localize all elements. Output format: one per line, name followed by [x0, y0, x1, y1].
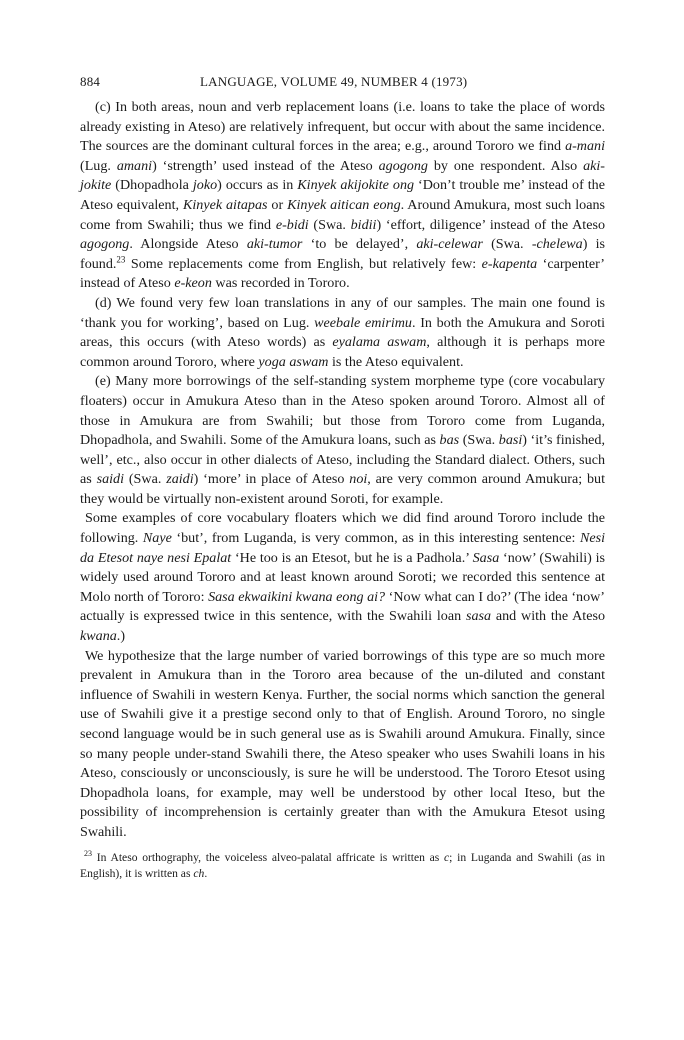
text-run: (e) Many more borrowings of the self-standing system morpheme type (core vocabulary floaters) occur in Amukura Ateso than in the Ateso spoken around Tororo. Almost all of those in Amukura are from Swahili; but those from Tororo come from Luganda, Dhopadhola, and Swahili. Some of the Amukura loans, such as	[80, 373, 605, 449]
italic-term: weebale emirimu	[314, 314, 412, 331]
footnote-23	[80, 850, 605, 882]
footnote-text	[80, 848, 605, 880]
italic-term: yoga aswam	[258, 353, 329, 370]
italic-term: Sasa ekwaikini kwana eong ai?	[208, 588, 386, 605]
text-run: was recorded in Tororo.	[211, 275, 350, 292]
italic-term: bidii	[350, 216, 377, 233]
italic-term: Kinyek aitican eong	[287, 196, 401, 213]
text-run: . Around Amukura, most such loans come from Swahili; thus we find	[80, 196, 606, 233]
italic-term: c	[444, 850, 450, 864]
italic-term: aki-tumor	[246, 236, 303, 253]
text-run: (c) In both areas, noun and verb replacement loans (i.e. loans to take the place of words already existing in Ateso) are relatively infrequent, but occur with about the same incidence. The sources are the dominant cultural forces in the area; e.g., around Tororo we find	[80, 99, 605, 155]
text-run: .	[204, 866, 208, 880]
italic-term: Naye	[142, 530, 172, 547]
italic-term: basi	[498, 432, 523, 449]
italic-term: amani	[116, 157, 153, 174]
paragraph-d	[80, 294, 605, 372]
paragraph-e	[80, 372, 605, 509]
running-head	[80, 72, 605, 92]
article-body	[80, 98, 605, 843]
text-run: ‘now’ (Swahili) is widely used around Tororo and at least known around Soroti; we recorded this sentence at Molo north of Tororo:	[80, 549, 605, 605]
text-run: ‘Don’t trouble me’ instead of the Ateso equivalent,	[80, 177, 605, 213]
text-run: .)	[116, 628, 126, 645]
italic-term: Nesi da Etesot naye nesi Epalat	[80, 530, 605, 566]
footnote-number: 23	[84, 848, 92, 858]
running-head-title: LANGUAGE, VOLUME 49, NUMBER 4 (1973)	[200, 74, 468, 89]
text-run: (Swa.	[459, 432, 499, 449]
text-run: . In both the Amukura and Soroti areas, this occurs (with Ateso words) as	[80, 314, 605, 351]
italic-term: eyalama aswam	[332, 334, 427, 351]
footnote-ref: 23	[116, 254, 126, 265]
text-run: ) ‘strength’ used instead of the Ateso	[152, 157, 379, 174]
text-run: or	[267, 196, 288, 213]
text-run: Some examples of core vocabulary floaters which we did find around Tororo include the following.	[80, 510, 605, 547]
italic-term: ch	[193, 866, 205, 880]
paragraph-hypothesis	[80, 647, 605, 843]
text-run: ‘to be delayed’,	[302, 236, 417, 253]
text-run: ‘Now what can I do?’ (The idea ‘now’ actually is expressed twice in this sentence, with the Swahili loan	[80, 588, 605, 625]
paragraph-examples	[80, 509, 605, 646]
text-run: . Alongside Ateso	[129, 236, 247, 253]
italic-term: zaidi	[166, 471, 194, 488]
text-run: by one respondent. Also	[427, 157, 584, 174]
text-run: ) is found.	[80, 236, 606, 272]
text-run: (Swa.	[482, 236, 532, 253]
page-number: 884	[80, 74, 101, 89]
text-run: (Lug.	[80, 157, 117, 174]
italic-term: agogong	[80, 236, 130, 253]
italic-term: Kinyek aitapas	[182, 196, 268, 213]
italic-term: Kinyek akijokite ong	[297, 177, 415, 194]
italic-term: noi	[349, 471, 368, 488]
text-run: Some replacements come from English, but relatively few:	[125, 255, 482, 272]
text-run: ) ‘it’s finished, well’, etc., also occur in other dialects of Ateso, including the Standard dialect. Others, such as	[80, 432, 605, 488]
text-run: ) ‘more’ in place of Ateso	[193, 471, 350, 488]
text-run: ) ‘effort, diligence’ instead of the Ateso	[376, 216, 605, 233]
text-run: and with the Ateso	[491, 608, 606, 625]
italic-term: saidi	[96, 471, 125, 488]
text-run: , although it is perhaps more common around Tororo, where	[80, 334, 605, 370]
text-run: ‘He too is an Etesot, but he is a Padhola.’	[231, 549, 473, 566]
text-run: ‘but’, from Luganda, is very common, as in this interesting sentence:	[171, 530, 580, 547]
journal-page	[80, 72, 605, 882]
text-run: In Ateso orthography, the voiceless alveo-palatal affricate is written as	[92, 850, 444, 864]
text-run: (Swa.	[308, 216, 351, 233]
text-run: ; in Luganda and Swahili (as in English), it is written as	[80, 850, 605, 880]
italic-term: e-keon	[174, 275, 212, 292]
text-run: ) occurs as in	[217, 177, 298, 194]
paragraph-c	[80, 98, 605, 294]
italic-term: agogong	[378, 157, 428, 174]
text-run: is the Ateso equivalent.	[328, 353, 464, 370]
text-run: (Swa.	[124, 471, 167, 488]
italic-term: joko	[192, 177, 218, 194]
italic-term: -chelewa	[531, 236, 583, 253]
italic-term: bas	[439, 432, 460, 449]
text-run: (Dhopadhola	[111, 177, 193, 194]
italic-term: a-mani	[565, 138, 605, 155]
italic-term: aki-jokite	[80, 157, 605, 194]
text-run: , are very common around Amukura; but they would be virtually non-existent around Soroti, for example.	[80, 471, 606, 507]
italic-term: e-kapenta	[481, 255, 538, 272]
italic-term: e-bidi	[275, 216, 309, 233]
italic-term: Sasa	[472, 549, 500, 566]
italic-term: aki-celewar	[416, 236, 483, 253]
italic-term: kwana	[80, 628, 117, 645]
italic-term: sasa	[465, 608, 492, 625]
text-run: (d) We found very few loan translations in any of our samples. The main one found is ‘thank you for working’, based on Lug.	[80, 294, 605, 331]
text-run: We hypothesize that the large number of varied borrowings of this type are so much more prevalent in Amukura than in the Tororo area because of the un-diluted and constant influence of Swahili in western Kenya. Further, the social norms which sanction the general use of Swahili give it a prestige second only to that of English. Around Tororo, no single second language would be in such general use as is Swahili around Amukura. Finally, since so many people under-stand Swahili there, the Ateso speaker who uses Swahili loans in his Ateso, consciously or unconsciously, is sure he will be understood. The Tororo Etesot using Dhopadhola loans, for example, may well be understood by other local Iteso, but the possibility of incomprehension is certainly greater than with the Amukura Etesot using Swahili.	[80, 647, 605, 840]
text-run: ‘carpenter’ instead of Ateso	[80, 255, 605, 292]
